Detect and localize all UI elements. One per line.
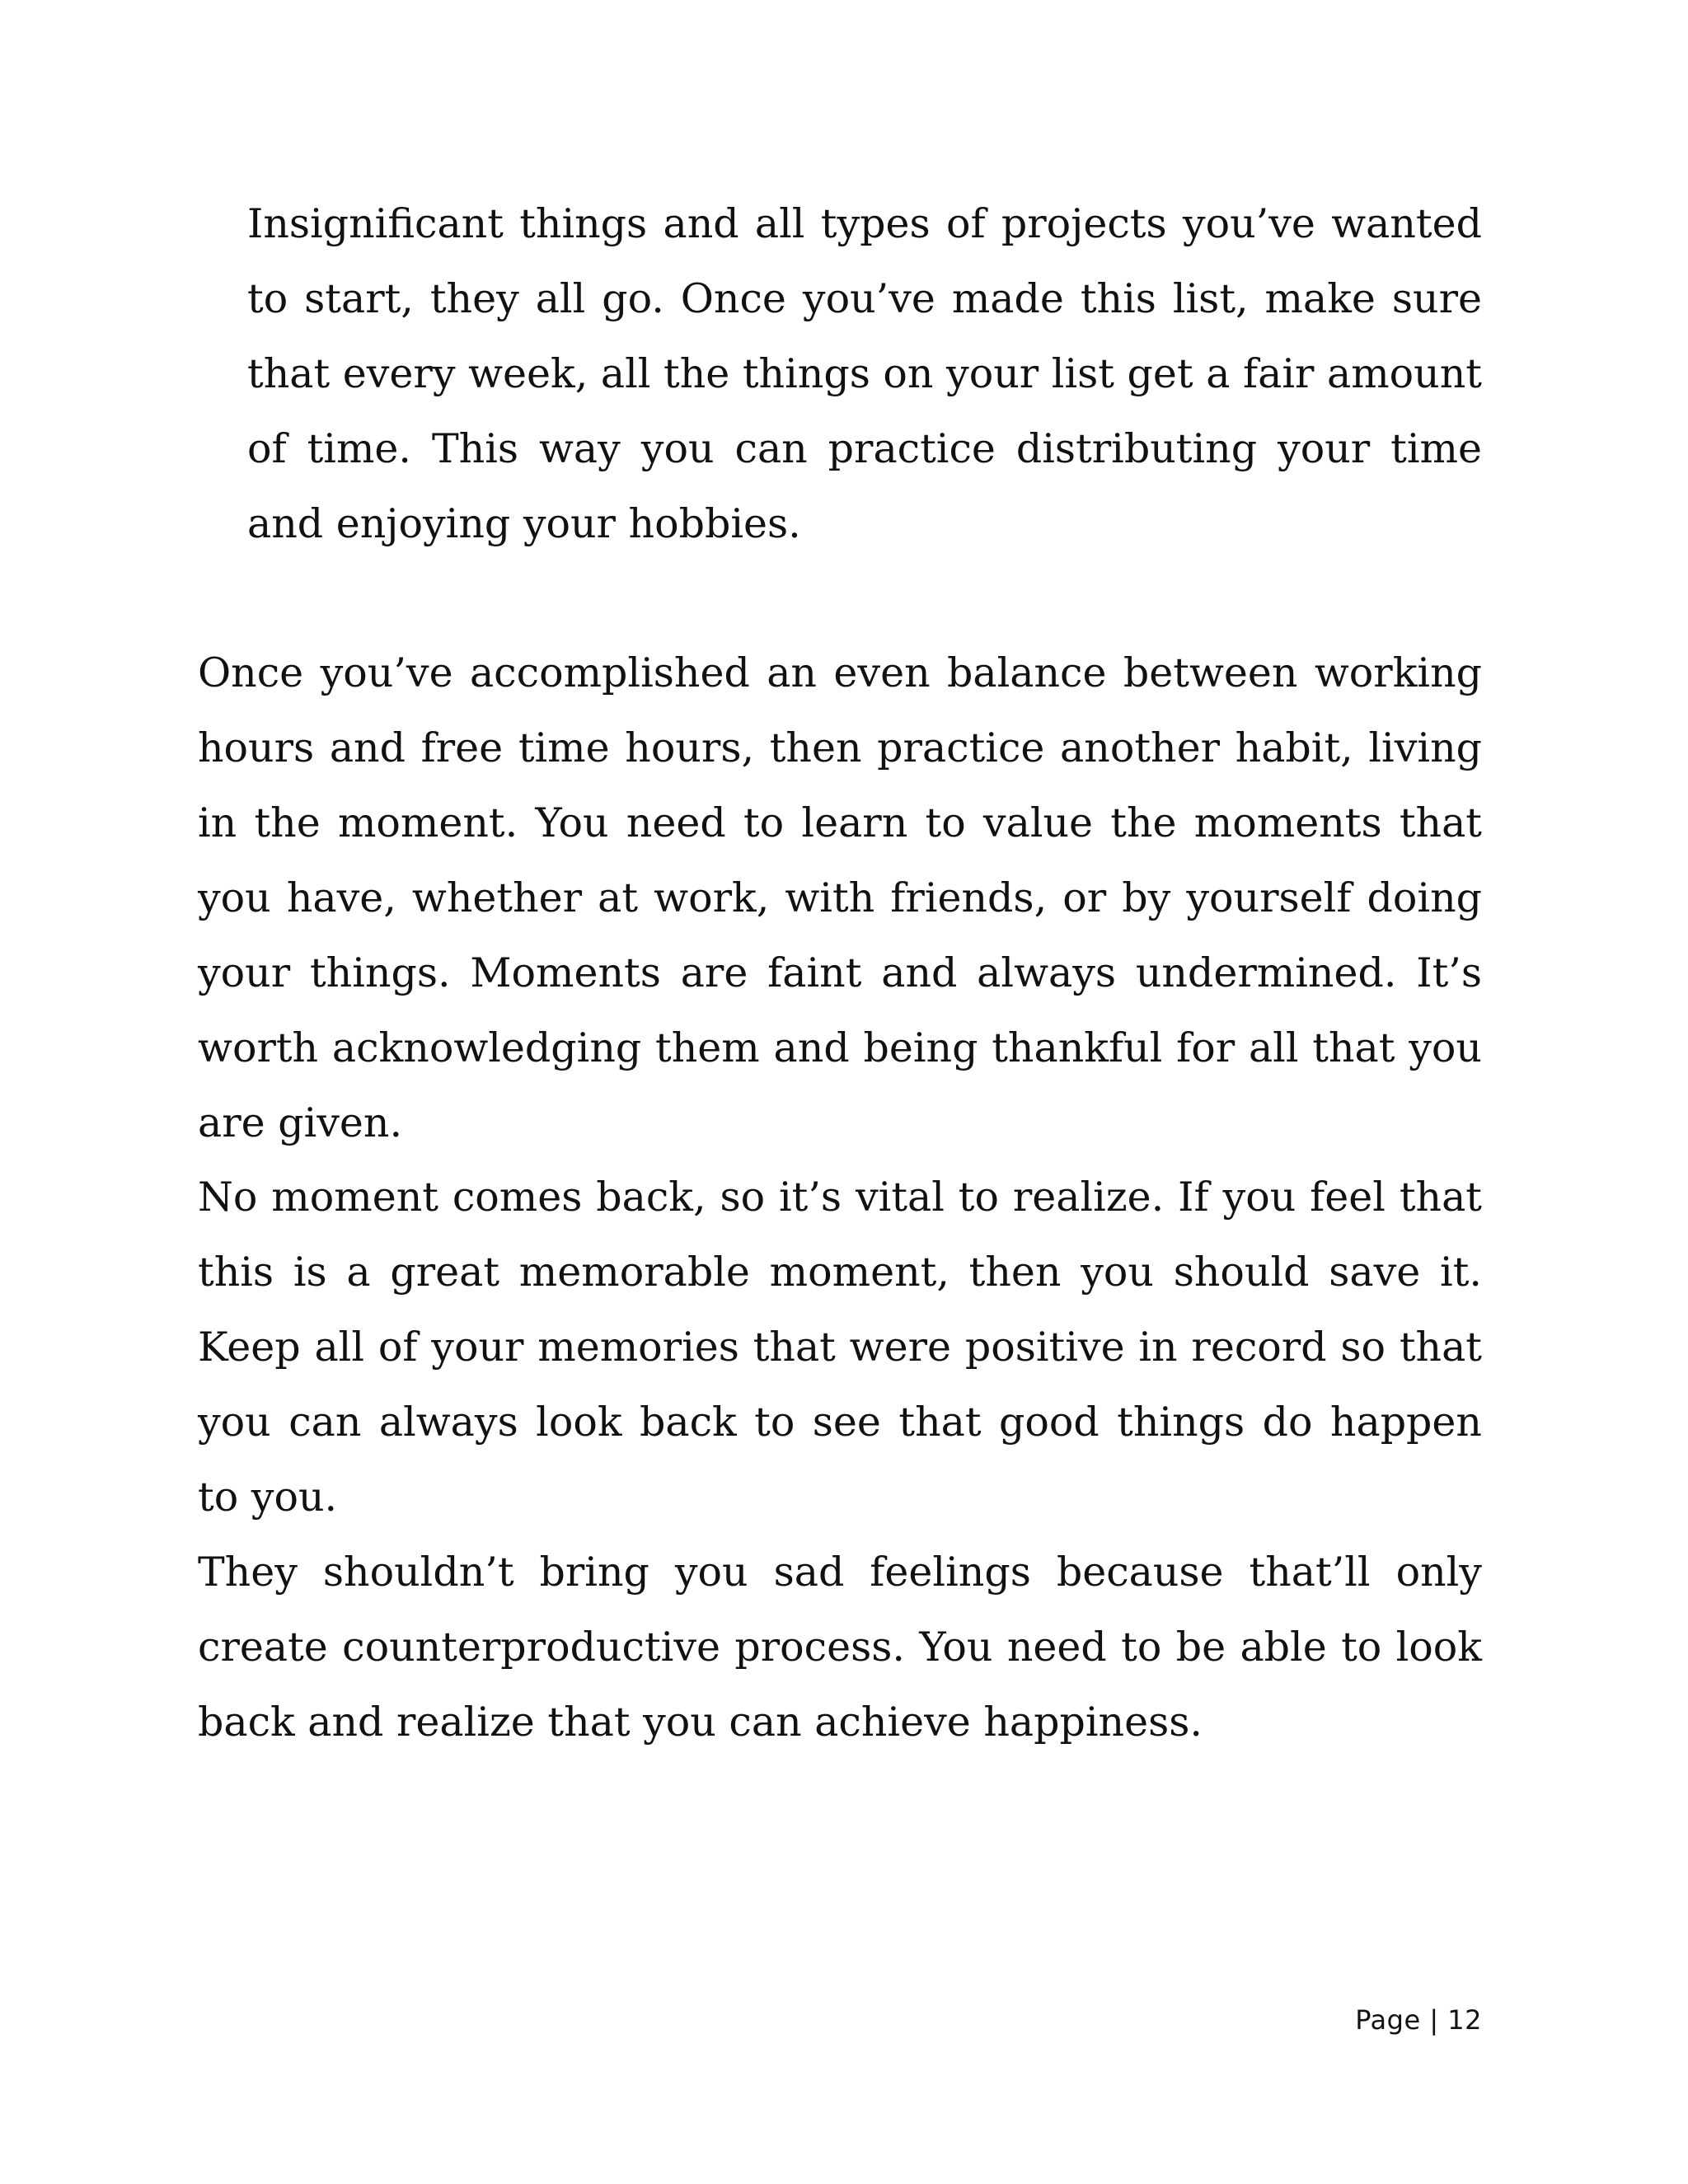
paragraph: Once you’ve accomplished an even balance between working hours and free time hours, then practice another habit, living in the moment. You need to learn to value the moments that you have, whether at work, with friends, or by yourself doing your things. Moments are faint and always undermined. It’s worth acknowledging them and being thankful for all that you are given. — [198, 649, 1482, 1146]
paragraph-indented: Insignificant things and all types of projects you’ve wanted to start, they all go. Once you’ve made this list, make sure that every week, all the things on your list get a fair amount of time. This way you can practice distributing your time and enjoying your hobbies. — [247, 200, 1482, 547]
page-number: Page | 12 — [1355, 2004, 1482, 2036]
paragraph: They shouldn’t bring you sad feelings because that’ll only create counterproductive process. You need to be able to look back and realize that you can achieve happiness. — [198, 1549, 1482, 1746]
paragraph: No moment comes back, so it’s vital to realize. If you feel that this is a great memorable moment, then you should save it. Keep all of your memories that were positive in record so that you can always look back to see that good things do happen to you. — [198, 1174, 1482, 1521]
